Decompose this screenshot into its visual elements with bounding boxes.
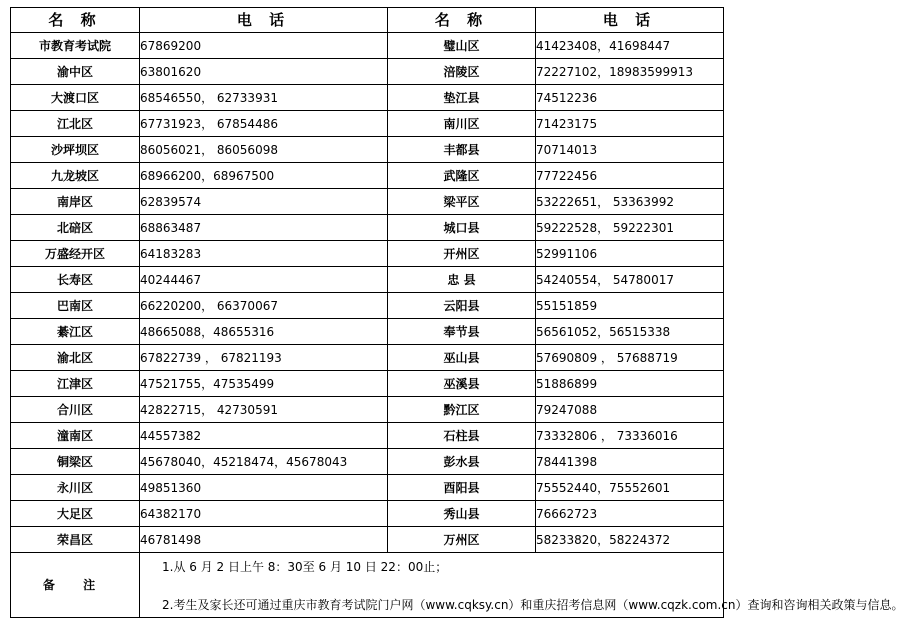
table-body [11,33,904,618]
district-name: 城口县 [388,215,536,241]
district-name: 渝中区 [11,59,140,85]
district-name: 璧山区 [388,33,536,59]
district-name: 长寿区 [11,267,140,293]
phone-number: 68966200，68967500 [140,163,388,189]
table-row [11,475,724,501]
district-name: 酉阳县 [388,475,536,501]
notes-label: 备 注 [11,553,140,618]
phone-number: 55151859 [536,293,724,319]
phone-number: 56561052，56515338 [536,319,724,345]
district-name: 秀山县 [388,501,536,527]
district-name: 永川区 [11,475,140,501]
phone-number: 54240554， 54780017 [536,267,724,293]
header-name-left: 名 称 [11,8,140,33]
table-row [11,449,724,475]
table-row [11,501,724,527]
notes-row [11,553,724,618]
header-phone-left: 电 话 [140,8,388,33]
district-name: 武隆区 [388,163,536,189]
table-row [11,163,724,189]
district-name: 奉节县 [388,319,536,345]
district-name: 大足区 [11,501,140,527]
phone-number: 67731923， 67854486 [140,111,388,137]
phone-number: 47521755，47535499 [140,371,388,397]
district-name: 石柱县 [388,423,536,449]
district-name: 巫山县 [388,345,536,371]
table-row [11,33,724,59]
phone-number: 70714013 [536,137,724,163]
table-row [11,215,724,241]
district-name: 渝北区 [11,345,140,371]
table-row [11,397,724,423]
phone-number: 67822739 ， 67821193 [140,345,388,371]
header-name-right: 名 称 [388,8,536,33]
table-row [11,293,724,319]
district-name: 大渡口区 [11,85,140,111]
phone-number: 74512236 [536,85,724,111]
phone-number: 64382170 [140,501,388,527]
phone-number: 63801620 [140,59,388,85]
note-line-1: 1.从 6 月 2 日上午 8：30至 6 月 10 日 22：00止； [162,560,448,574]
district-name: 江北区 [11,111,140,137]
table-row [11,59,724,85]
phone-number: 77722456 [536,163,724,189]
note-line-2: 2.考生及家长还可通过重庆市教育考试院门户网（www.cqksy.cn）和重庆招考信息网（www.cqzk.com.cn）查询和咨询相关政策与信息。 [162,598,904,612]
district-name: 云阳县 [388,293,536,319]
district-name: 黔江区 [388,397,536,423]
phone-number: 40244467 [140,267,388,293]
district-name: 梁平区 [388,189,536,215]
district-name: 彭水县 [388,449,536,475]
table-row [11,345,724,371]
table-row [11,527,724,553]
phone-number: 48665088，48655316 [140,319,388,345]
table-row [11,111,724,137]
contact-table [10,7,904,618]
phone-number: 44557382 [140,423,388,449]
phone-number: 59222528， 59222301 [536,215,724,241]
table-row [11,319,724,345]
district-name: 合川区 [11,397,140,423]
phone-number: 73332806 ， 73336016 [536,423,724,449]
district-name: 开州区 [388,241,536,267]
notes-content [140,553,904,618]
table-row [11,85,724,111]
table-row [11,371,724,397]
phone-number: 46781498 [140,527,388,553]
table-row [11,189,724,215]
phone-number: 72227102，18983599913 [536,59,724,85]
phone-number: 45678040，45218474，45678043 [140,449,388,475]
phone-number: 64183283 [140,241,388,267]
phone-number: 78441398 [536,449,724,475]
phone-number: 42822715， 42730591 [140,397,388,423]
district-name: 九龙坡区 [11,163,140,189]
district-name: 綦江区 [11,319,140,345]
phone-number: 76662723 [536,501,724,527]
phone-number: 66220200， 66370067 [140,293,388,319]
district-name: 北碚区 [11,215,140,241]
phone-number: 68546550， 62733931 [140,85,388,111]
phone-number: 57690809 ， 57688719 [536,345,724,371]
district-name: 市教育考试院 [11,33,140,59]
district-name: 巫溪县 [388,371,536,397]
phone-number: 79247088 [536,397,724,423]
district-name: 铜梁区 [11,449,140,475]
district-name: 涪陵区 [388,59,536,85]
phone-number: 41423408，41698447 [536,33,724,59]
phone-number: 53222651， 53363992 [536,189,724,215]
district-name: 沙坪坝区 [11,137,140,163]
district-name: 荣昌区 [11,527,140,553]
header-phone-right: 电 话 [536,8,724,33]
district-name: 巴南区 [11,293,140,319]
phone-number: 58233820，58224372 [536,527,724,553]
phone-number: 51886899 [536,371,724,397]
district-name: 江津区 [11,371,140,397]
table-row [11,241,724,267]
phone-number: 68863487 [140,215,388,241]
phone-number: 49851360 [140,475,388,501]
table-row [11,423,724,449]
phone-number: 86056021， 86056098 [140,137,388,163]
phone-number: 52991106 [536,241,724,267]
phone-number: 62839574 [140,189,388,215]
phone-number: 67869200 [140,33,388,59]
header-row [11,8,724,33]
phone-number: 71423175 [536,111,724,137]
district-name: 丰都县 [388,137,536,163]
district-name: 忠 县 [388,267,536,293]
phone-number: 75552440，75552601 [536,475,724,501]
district-name: 万盛经开区 [11,241,140,267]
table-row [11,267,724,293]
district-name: 潼南区 [11,423,140,449]
table-row [11,137,724,163]
district-name: 南川区 [388,111,536,137]
district-name: 垫江县 [388,85,536,111]
district-name: 南岸区 [11,189,140,215]
district-name: 万州区 [388,527,536,553]
